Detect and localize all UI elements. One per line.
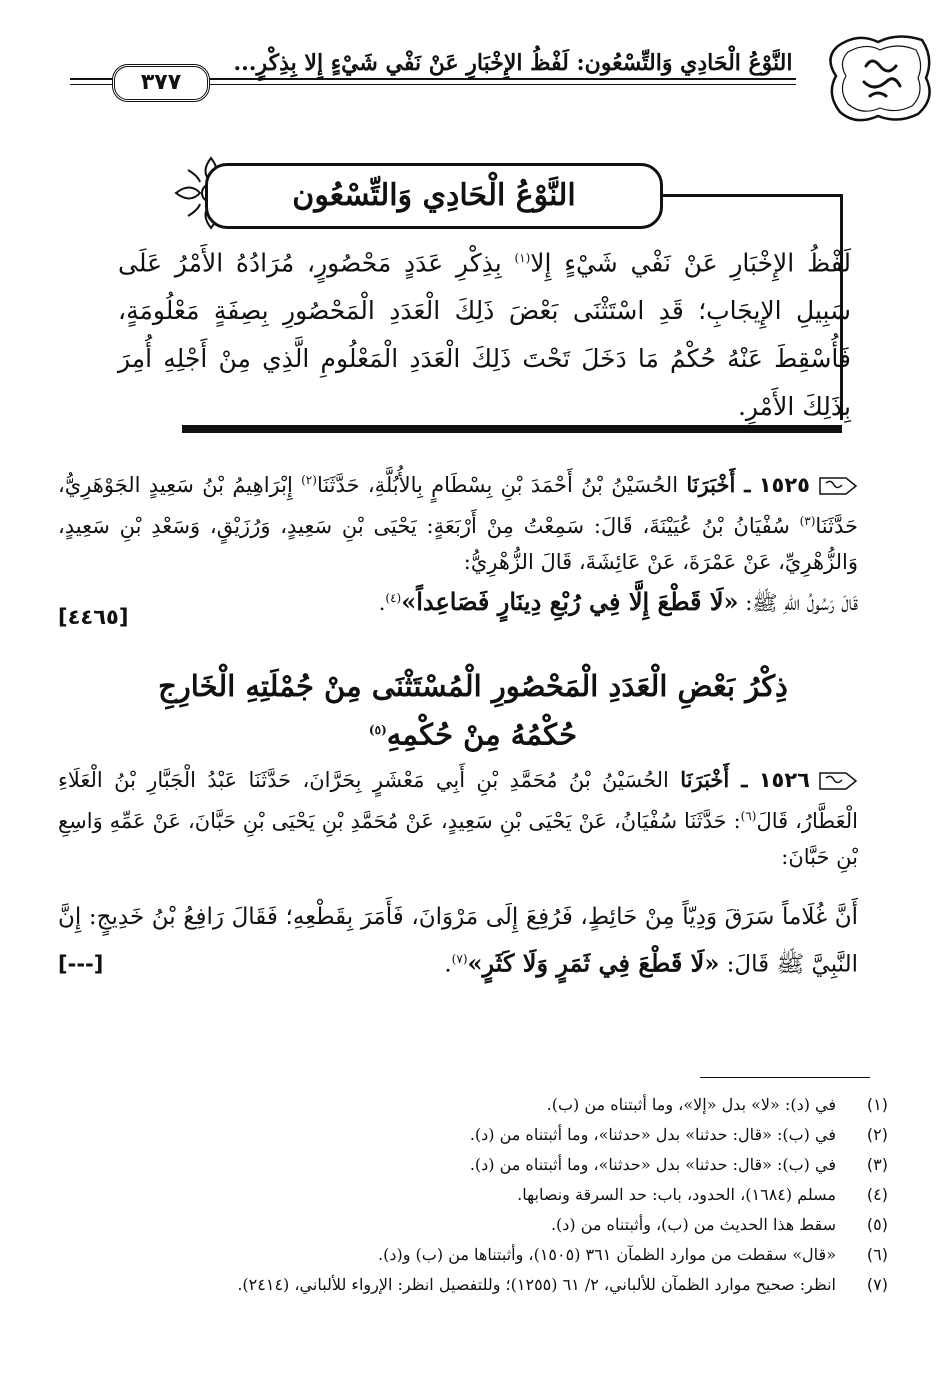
isnad-text: : حَدَّثَنَا سُفْيَانُ، عَنْ يَحْيَى بْنِ سَعِيدٍ، عَنْ مُحَمَّدِ بْنِ يَحْيَى بْنِ حَبَّانَ، عَنْ عَمِّهِ وَاسِعِ بْنِ حَبَّانَ: bbox=[58, 809, 858, 869]
footnote-item bbox=[60, 1120, 888, 1150]
isnad-text: الحُسَيْنُ بْنُ مُحَمَّدِ بْنِ أَبِي مَعْشَرٍ بِحَرَّانَ، حَدَّثَنَا عَبْدُ الْجَبَّارِ بْنُ الْعَلَاءِ الْعَطَّارُ، قَالَ bbox=[58, 768, 858, 833]
footnote-number: (٢) bbox=[866, 1125, 888, 1144]
footnote-number: (٣) bbox=[866, 1155, 888, 1174]
footnote-item bbox=[60, 1180, 888, 1210]
hadith-1525 bbox=[58, 462, 858, 621]
footnote-text: سقط هذا الحديث من (ب)، وأثبتناه من (د). bbox=[550, 1215, 836, 1234]
footnote-item bbox=[60, 1240, 888, 1270]
corner-ornament-icon bbox=[818, 28, 938, 128]
isnad-text: الحُسَيْنُ بْنُ أَحْمَدَ بْنِ بِسْطَامٍ بِالأُبُلَّةِ، حَدَّثَنَا bbox=[316, 473, 687, 497]
footnotes bbox=[60, 1090, 888, 1300]
akhbarana: ـ أَخْبَرَنَا bbox=[686, 472, 751, 497]
footnote-ref: (١) bbox=[514, 251, 531, 265]
hadith-number: ١٥٢٦ bbox=[758, 768, 810, 792]
footnote-text: «قال» سقطت من موارد الظمآن ٣٦١ (١٥٠٥)، وأثبتناها من (ب) و(د). bbox=[378, 1245, 836, 1264]
akhbarana: ـ أَخْبَرَنَا bbox=[680, 767, 748, 792]
footnote-number: (٤) bbox=[866, 1185, 888, 1204]
footnote-number: (٧) bbox=[866, 1275, 888, 1294]
chapter-frame-top bbox=[660, 194, 843, 197]
chapter-frame-bottom bbox=[182, 425, 842, 433]
isnad-text: إِبْرَاهِيمُ بْنُ سَعِيدٍ الجَوْهَرِيُّ، حَدَّثَنَا bbox=[58, 473, 858, 538]
hadith-marker-icon bbox=[816, 769, 858, 793]
footnote-text: مسلم (١٦٨٤)، الحدود، باب: حد السرقة ونصابها. bbox=[517, 1185, 836, 1204]
footnote-item bbox=[60, 1270, 888, 1300]
footnote-text: في (ب): «قال: حدثنا» بدل «حدثنا»، وما أثبتناه من (د). bbox=[469, 1125, 836, 1144]
running-title: النَّوْعُ الْحَادِي وَالتِّسْعُون: لَفْظُ الإِخْبَارِ عَنْ نَفْي شَيْءٍ إِلا بِذِكْرٍ... bbox=[233, 50, 793, 76]
footnote-item bbox=[60, 1150, 888, 1180]
intro-text: بِذِكْرِ عَدَدٍ مَحْصُورٍ، مُرَادُهُ الأَمْرُ عَلَى سَبِيلِ الإِيجَابِ؛ قَدِ اسْتَثْنَى بَعْضَ ذَلِكَ الْعَدَدِ الْمَحْصُورِ بِصِفَةٍ مَعْلُومَةٍ، فَأُسْقِطَ عَنْهُ حُكْمُ مَا دَخَلَ تَحْتَ ذَلِكَ الْعَدَدِ الْمَعْلُومِ الَّذِي مِنْ أَجْلِهِ أُمِرَ بِذَلِكَ الأَمْرِ. bbox=[118, 248, 851, 422]
hadith-number: ١٥٢٥ bbox=[758, 473, 810, 497]
footnote-number: (١) bbox=[866, 1095, 888, 1114]
hadith-reference: [---] bbox=[58, 952, 104, 976]
footnote-text: في (ب): «قال: حدثنا» بدل «حدثنا»، وما أثبتناه من (د). bbox=[469, 1155, 836, 1174]
hadith-1526-matn bbox=[58, 896, 858, 986]
matn-text: «لَا قَطْعَ إِلَّا فِي رُبْعِ دِينَارٍ فَصَاعِداً» bbox=[401, 587, 739, 616]
footnote-ref: (٣) bbox=[799, 514, 816, 528]
hadith-marker-icon bbox=[816, 474, 858, 498]
matn-quote: «لَا قَطْعَ فِي ثَمَرٍ وَلَا كَثَرٍ» bbox=[467, 948, 720, 978]
matn-text: أَنَّ غُلَاماً سَرَقَ وَدِيّاً مِنْ حَائِطٍ، فَرُفِعَ إِلَى مَرْوَانَ، فَأَمَرَ بِقَطْعِهِ؛ فَقَالَ رَافِعُ بْنُ خَدِيجٍ: إِنَّ النَّبِيَّ ﷺ قَالَ: bbox=[58, 904, 858, 978]
footnote-rule bbox=[700, 1077, 870, 1078]
section-heading bbox=[140, 664, 806, 757]
footnote-ref: (٦) bbox=[740, 809, 757, 823]
footnote-ref: (٤) bbox=[385, 591, 402, 605]
footnote-number: (٥) bbox=[866, 1215, 888, 1234]
footnote-text: في (د): «لا» بدل «إلا»، وما أثبتناه من (ب). bbox=[546, 1095, 836, 1114]
footnote-ref: (٥) bbox=[368, 723, 387, 737]
footnote-item bbox=[60, 1210, 888, 1240]
footnote-item bbox=[60, 1090, 888, 1120]
hadith-1526 bbox=[58, 762, 858, 875]
section-heading-text: ذِكْرُ بَعْضِ الْعَدَدِ الْمَحْصُورِ الْمُسْتَثْنَى مِنْ جُمْلَتِهِ الْخَارِجِ حُكْمُهُ مِنْ حُكْمِهِ bbox=[158, 669, 788, 752]
chapter-title: النَّوْعُ الْحَادِي وَالتِّسْعُون bbox=[205, 163, 663, 229]
matn-end: . bbox=[378, 591, 386, 615]
footnote-number: (٦) bbox=[866, 1245, 888, 1264]
footnote-ref: (٧) bbox=[451, 952, 468, 966]
matn-end: . bbox=[444, 951, 452, 978]
isnad-text: سُفْيَانُ بْنُ عُيَيْنَةَ، قَالَ: سَمِعْتُ مِنْ أَرْبَعَةٍ: يَحْيَى بْنِ سَعِيدٍ، وَرُزَيْقٍ، وَسَعْدِ بْنِ سَعِيدٍ، وَالزُّهْرِيِّ، عَنْ عَمْرَةَ، عَنْ عَائِشَةَ، قَالَ الزُّهْرِيُّ: bbox=[58, 514, 858, 574]
hadith-reference: [٤٤٦٥] bbox=[58, 605, 129, 629]
matn-lead: قَالَ رَسُولُ اللهِ ﷺ: bbox=[738, 591, 858, 615]
page-number: ٣٧٧ bbox=[112, 64, 210, 102]
footnote-text: انظر: صحيح موارد الظمآن للألباني، ٢/ ٦١ (١٢٥٥)؛ وللتفصيل انظر: الإرواء للألباني، (٢٤١٤). bbox=[237, 1275, 836, 1294]
chapter-intro bbox=[118, 234, 851, 431]
footnote-ref: (٢) bbox=[301, 473, 317, 487]
intro-text: لَفْظُ الإِخْبَارِ عَنْ نَفْي شَيْءٍ إِلا bbox=[530, 248, 851, 278]
